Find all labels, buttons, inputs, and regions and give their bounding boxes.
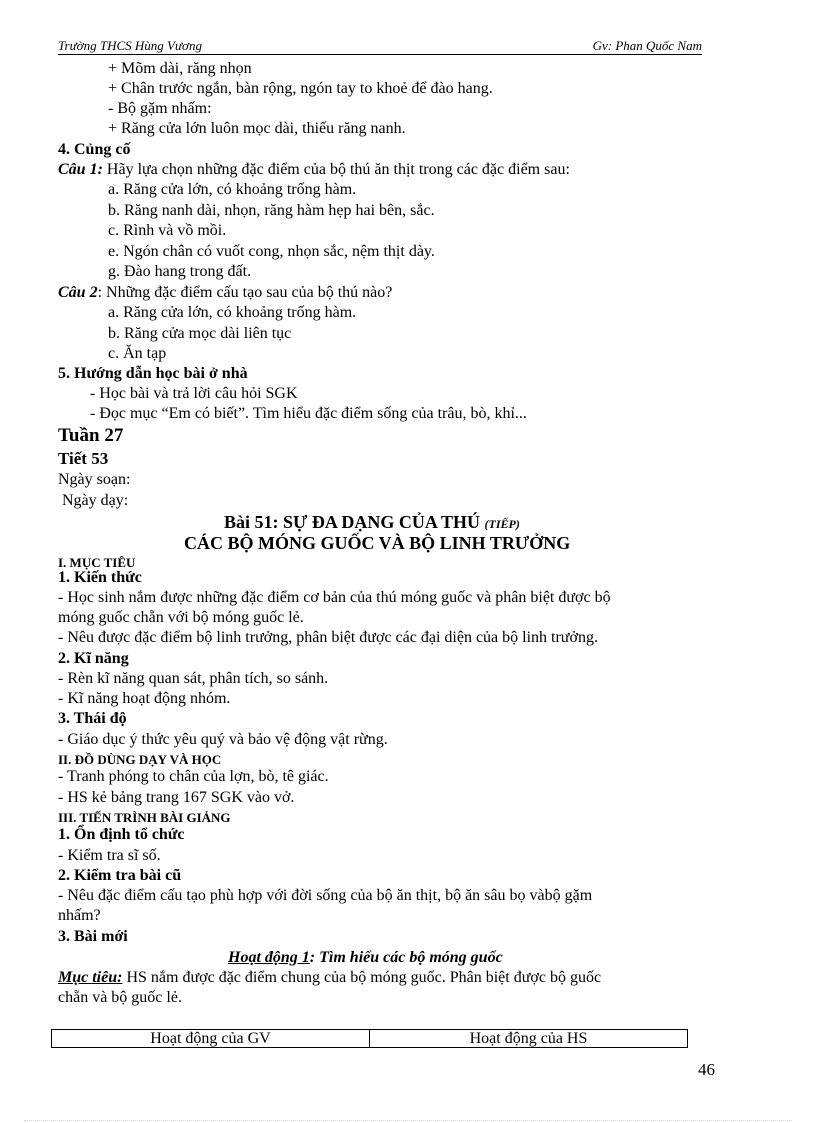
option-line: a. Răng cửa lớn, có khoảng trống hàm. <box>108 181 357 198</box>
section-heading: I. MỤC TIÊU <box>58 555 136 570</box>
text-line: - Nêu được đặc điểm bộ linh trưởng, phân biệt được các đại diện của bộ linh trưởng. <box>58 629 598 646</box>
question-2 <box>58 283 392 303</box>
option-line: e. Ngón chân có vuốt cong, nhọn sắc, nệm thịt dày. <box>108 243 435 260</box>
question-label: Câu 1: <box>58 161 103 178</box>
page-bottom-divider <box>24 1120 792 1121</box>
subsection-heading: 2. Kiểm tra bài cũ <box>58 867 182 884</box>
text-line: - HS kẻ bảng trang 167 SGK vào vở. <box>58 789 295 806</box>
header-school: Trường THCS Hùng Vương <box>58 38 202 53</box>
header-teacher: Gv: Phan Quốc Nam <box>592 38 702 53</box>
table-col-student: Hoạt động của HS <box>369 1030 687 1047</box>
option-line: b. Răng nanh dài, nhọn, răng hàm hẹp hai bên, sắc. <box>108 202 435 219</box>
text-line: - Nêu đặc điểm cấu tạo phù hợp với đời sống của bộ ăn thịt, bộ ăn sâu bọ vàbộ gặm <box>58 887 593 904</box>
week-label: Tuần 27 <box>58 425 124 446</box>
activity-heading <box>228 948 503 968</box>
text-line: nhấm? <box>58 907 101 924</box>
text-line: + Răng cửa lớn luôn mọc dài, thiếu răng nanh. <box>108 120 406 137</box>
activity-table-header <box>51 1029 688 1048</box>
question-1 <box>58 160 570 180</box>
page-number: 46 <box>698 1060 715 1079</box>
lesson-title <box>224 512 520 534</box>
text-line: - Bộ gặm nhấm: <box>108 100 212 117</box>
prep-date: Ngày soạn: <box>58 471 131 488</box>
text-line: + Mõm dài, răng nhọn <box>108 60 252 77</box>
text-line: - Kiểm tra sĩ số. <box>58 847 161 864</box>
page-header <box>58 38 702 55</box>
subsection-heading: 1. Ổn định tổ chức <box>58 826 185 843</box>
text-line: - Giáo dục ý thức yêu quý và bảo vệ động vật rừng. <box>58 731 388 748</box>
subsection-heading: 2. Kĩ năng <box>58 650 129 667</box>
text-line: - Tranh phóng to chân của lợn, bò, tê giác. <box>58 768 329 785</box>
text-line: - Học sinh nắm được những đặc điểm cơ bản của thú móng guốc và phân biệt được bộ <box>58 589 611 606</box>
section-heading: III. TIẾN TRÌNH BÀI GIẢNG <box>58 810 231 825</box>
lesson-title-main: Bài 51: SỰ ĐA DẠNG CỦA THÚ <box>224 512 485 532</box>
section-heading: 4. Củng cố <box>58 141 131 158</box>
question-text: : Những đặc điểm cấu tạo sau của bộ thú nào? <box>97 284 393 301</box>
question-text: Hãy lựa chọn những đặc điểm của bộ thú ăn thịt trong các đặc điểm sau: <box>102 161 570 178</box>
table-col-teacher: Hoạt động của GV <box>150 1030 271 1047</box>
option-line: a. Răng cửa lớn, có khoảng trống hàm. <box>108 304 357 321</box>
text-line: - Kĩ năng hoạt động nhóm. <box>58 690 231 707</box>
text-line: + Chân trước ngắn, bàn rộng, ngón tay to khoẻ để đào hang. <box>108 80 493 97</box>
lesson-subtitle: CÁC BỘ MÓNG GUỐC VÀ BỘ LINH TRƯỞNG <box>184 533 571 553</box>
option-line: g. Đào hang trong đất. <box>108 263 252 280</box>
option-line: b. Răng cửa mọc dài liên tục <box>108 325 292 342</box>
option-line: c. Ăn tạp <box>108 345 167 362</box>
option-line: c. Rình và vồ mồi. <box>108 222 227 239</box>
text-line: - Rèn kĩ năng quan sát, phân tích, so sánh. <box>58 670 329 687</box>
subsection-heading: 3. Bài mới <box>58 928 128 945</box>
text-line: móng guốc chẵn với bộ móng guốc lẻ. <box>58 609 304 626</box>
text-line: chẵn và bộ guốc lẻ. <box>58 989 182 1006</box>
activity-title: : Tìm hiểu các bộ móng guốc <box>309 949 503 966</box>
lesson-title-suffix: (TIẾP) <box>484 517 520 531</box>
section-heading: II. ĐỒ DÙNG DẠY VÀ HỌC <box>58 752 222 767</box>
subsection-heading: 3. Thái độ <box>58 710 127 727</box>
objective-label: Mục tiêu: <box>58 969 123 986</box>
activity-objective <box>58 968 601 988</box>
objective-text: HS nắm được đặc điểm chung của bộ móng guốc. Phân biệt được bộ guốc <box>122 969 602 986</box>
text-line: - Học bài và trả lời câu hỏi SGK <box>90 385 298 402</box>
teach-date: Ngày dạy: <box>62 492 129 509</box>
activity-label: Hoạt động 1 <box>228 949 310 966</box>
section-heading: 5. Hướng dẫn học bài ở nhà <box>58 365 248 382</box>
text-line: - Đọc mục “Em có biết”. Tìm hiểu đặc điểm sống của trâu, bò, khỉ... <box>90 405 527 422</box>
question-label: Câu 2 <box>58 284 98 301</box>
subsection-heading: 1. Kiến thức <box>58 569 142 586</box>
period-label: Tiết 53 <box>58 449 109 468</box>
